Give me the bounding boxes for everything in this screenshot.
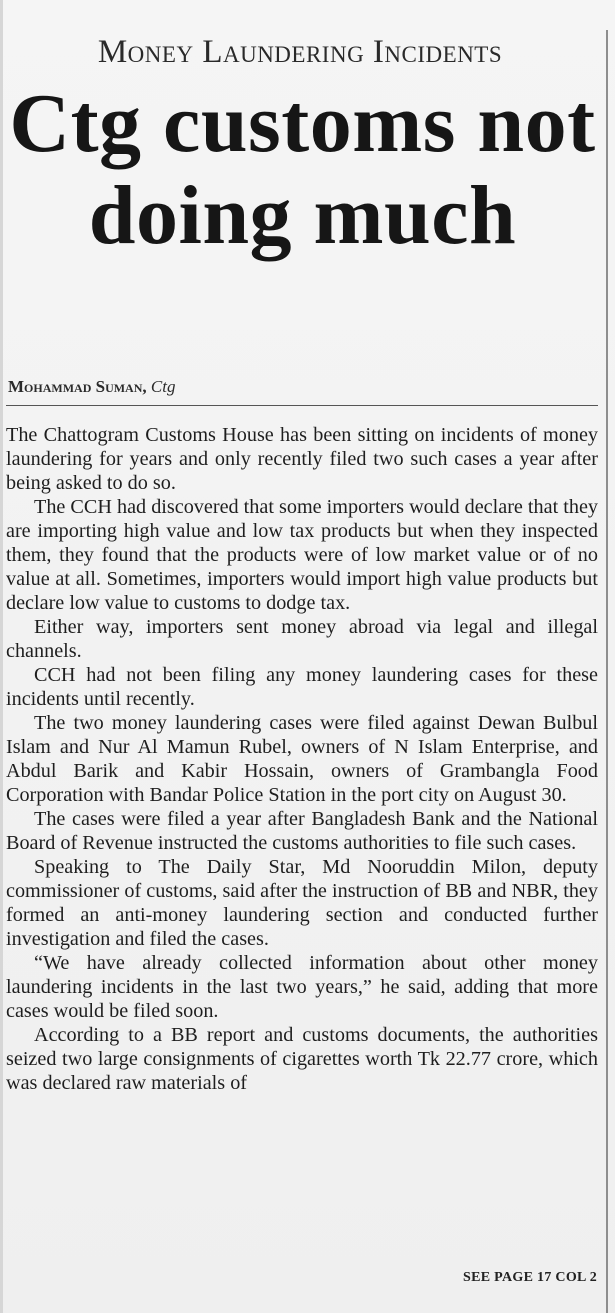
paragraph: Speaking to The Daily Star, Md Nooruddin Milon, deputy commissioner of customs, said after the instruction of BB and NBR, they formed an anti-money laundering section and conducted further investigation and filed the cases. [6,856,598,950]
continuation-line: SEE PAGE 17 COL 2 [463,1270,597,1285]
article-body [6,423,598,1095]
paragraph: According to a BB report and customs documents, the authorities seized two large consignments of cigarettes worth Tk 22.77 crore, which was declared raw materials of [6,1024,598,1094]
byline-rule [6,405,598,406]
headline: Ctg customs not doing much [9,77,596,262]
byline-author: Mohammad Suman, [8,377,147,396]
paragraph: The CCH had discovered that some importers would declare that they are importing high value and low tax products but when they inspected them, they found that the products were of low market value or of no value at all. Sometimes, importers would import high value products but declare low value to customs to dodge tax. [6,496,598,614]
paragraph: CCH had not been filing any money laundering cases for these incidents until recently. [6,664,598,710]
column-rule [606,30,608,1313]
byline [8,377,175,397]
paragraph: “We have already collected information about other money laundering incidents in the last two years,” he said, adding that more cases would be filed soon. [6,952,598,1022]
paragraph: The two money laundering cases were filed against Dewan Bulbul Islam and Nur Al Mamun Rubel, owners of N Islam Enterprise, and Abdul Barik and Kabir Hossain, owners of Grambangla Food Corporation with Bandar Police Station in the port city on August 30. [6,712,598,806]
byline-place: Ctg [150,377,176,396]
paragraph: The cases were filed a year after Bangladesh Bank and the National Board of Revenue instructed the customs authorities to file such cases. [6,808,598,854]
kicker: Money Laundering Incidents [97,34,503,70]
paragraph: Either way, importers sent money abroad via legal and illegal channels. [6,616,598,662]
paragraph: The Chattogram Customs House has been sitting on incidents of money laundering for years and only recently filed two such cases a year after being asked to do so. [6,424,598,494]
